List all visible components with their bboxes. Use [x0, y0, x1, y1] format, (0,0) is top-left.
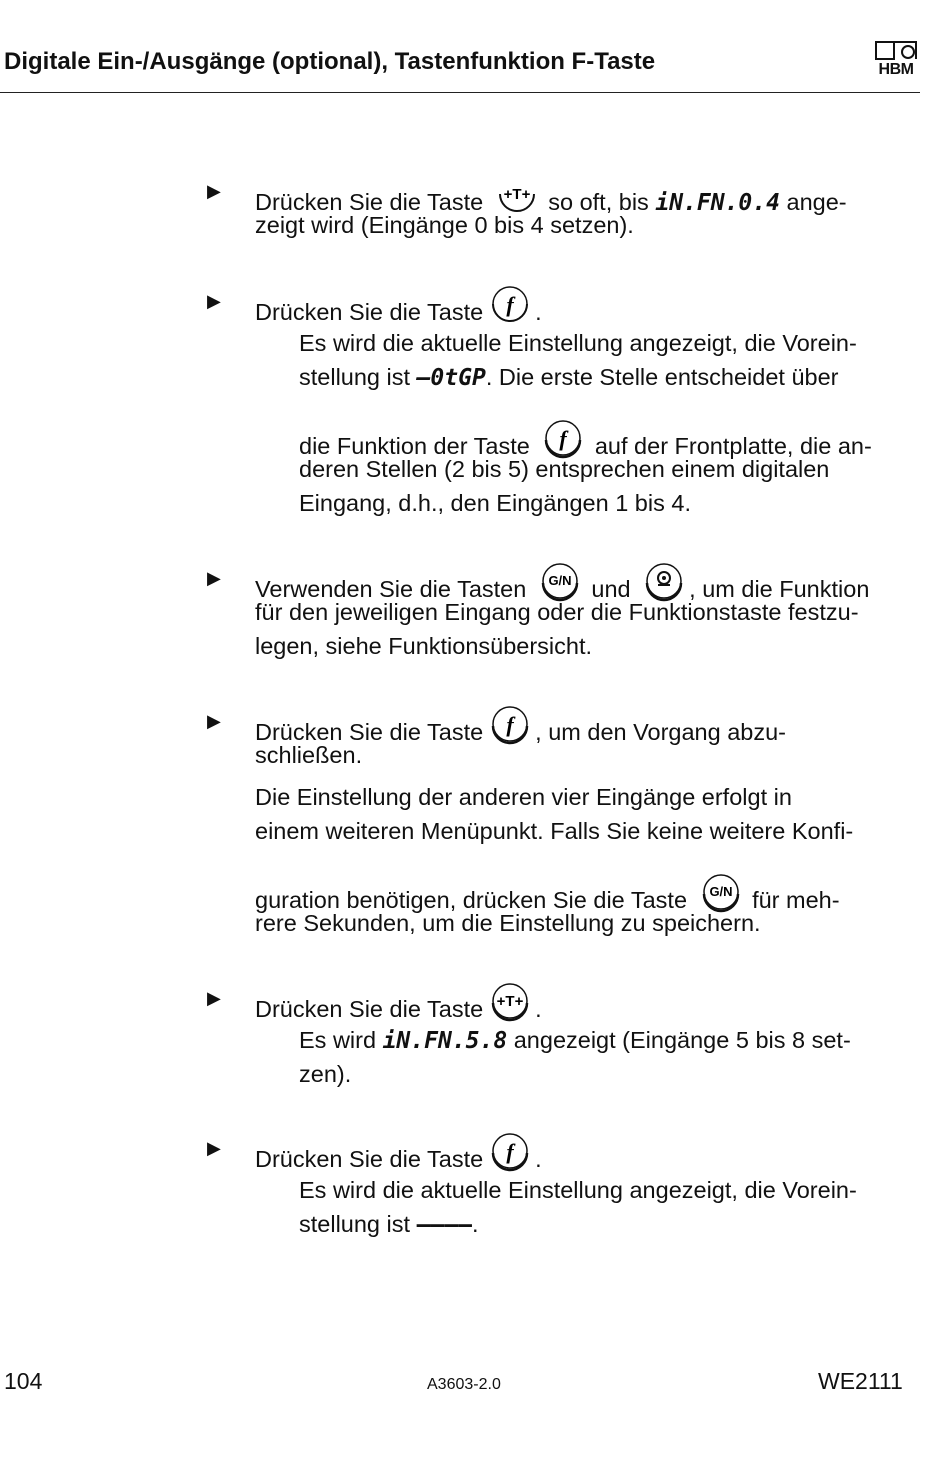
text: Verwenden Sie die Tasten — [255, 576, 527, 602]
svg-text:+T+: +T+ — [496, 993, 524, 1010]
bullet-arrow-icon: ▶ — [207, 711, 221, 731]
f-key-icon — [487, 1133, 533, 1173]
step-6-para-1: Es wird die aktuelle Einstellung angezeigt, die Vorein- — [299, 1177, 857, 1203]
text: Drücken Sie die Taste — [255, 189, 484, 215]
bullet-arrow-icon: ▶ — [207, 1138, 221, 1158]
step-4-line-2: schließen. — [255, 742, 363, 768]
logo-text: HBM — [878, 61, 914, 78]
text: . — [471, 1211, 479, 1237]
f-key-icon — [487, 706, 533, 746]
svg-text:G/N: G/N — [548, 573, 572, 588]
text: Drücken Sie die Taste — [255, 996, 484, 1022]
svg-text:f: f — [506, 712, 514, 737]
page-header — [0, 40, 920, 93]
logo-mark-icon — [872, 40, 920, 62]
document-number: A3603-2.0 — [427, 1376, 501, 1393]
text: stellung ist — [299, 364, 411, 390]
step-2-para-4: deren Stellen (2 bis 5) entsprechen einem digitalen — [299, 456, 830, 482]
bullet-arrow-icon: ▶ — [207, 988, 221, 1008]
text: für meh- — [752, 887, 840, 913]
text: die Funktion der Taste — [299, 433, 530, 459]
step-1-line-2: zeigt wird (Eingänge 0 bis 4 setzen). — [255, 212, 634, 238]
display-code: –0tGP — [416, 365, 486, 391]
hbm-logo — [872, 40, 920, 80]
step-3-line-3: legen, siehe Funktionsübersicht. — [255, 633, 593, 659]
display-code: –––– — [416, 1212, 472, 1238]
display-code: iN.FN.5.8 — [382, 1028, 508, 1054]
text: so oft, bis — [548, 189, 649, 215]
header-title: Digitale Ein-/Ausgänge (optional), Tastenfunktion F-Taste — [4, 48, 656, 75]
bullet-arrow-icon: ▶ — [207, 291, 221, 311]
text: Drücken Sie die Taste — [255, 719, 484, 745]
step-4-para-1: Die Einstellung der anderen vier Eingänge erfolgt in — [255, 784, 792, 810]
text: . — [535, 299, 542, 325]
svg-text:f: f — [559, 426, 567, 451]
text: . — [535, 996, 542, 1022]
step-4-para-2: einem weiteren Menüpunkt. Falls Sie keine weitere Konfi- — [255, 818, 854, 844]
svg-text:G/N: G/N — [708, 884, 733, 899]
text: stellung ist — [299, 1211, 411, 1237]
text: Es wird — [299, 1027, 377, 1053]
text: , um die Funktion — [689, 576, 870, 602]
bullet-arrow-icon: ▶ — [207, 568, 221, 588]
tare-key-icon — [487, 983, 533, 1023]
device-name: WE2111 — [818, 1368, 903, 1394]
step-2-line-1 — [255, 286, 542, 327]
bullet-arrow-icon: ▶ — [207, 181, 221, 201]
svg-text:+T+: +T+ — [503, 186, 531, 203]
text: Drücken Sie die Taste — [255, 299, 484, 325]
text: und — [591, 576, 631, 602]
text: . Die erste Stelle entscheidet über — [485, 364, 839, 390]
step-5-para-2: zen). — [299, 1061, 352, 1087]
text: , um den Vorgang abzu- — [535, 719, 787, 745]
step-2-para-2 — [299, 362, 839, 393]
step-5-para-1 — [299, 1025, 851, 1056]
step-3-line-2: für den jeweiligen Eingang oder die Funktionstaste festzu- — [255, 599, 859, 625]
text: guration benötigen, drücken Sie die Taste — [255, 887, 688, 913]
svg-text:f: f — [506, 1139, 514, 1164]
text: ange- — [786, 189, 847, 215]
step-6-para-2 — [299, 1209, 478, 1240]
step-6-line-1 — [255, 1133, 542, 1174]
step-2-para-1: Es wird die aktuelle Einstellung angezeigt, die Vorein- — [299, 330, 857, 356]
f-key-icon — [487, 286, 533, 326]
text: . — [535, 1146, 542, 1172]
step-2-para-5: Eingang, d.h., den Eingängen 1 bis 4. — [299, 490, 691, 516]
display-code: iN.FN.0.4 — [655, 190, 780, 216]
step-4-para-4: rere Sekunden, um die Einstellung zu speichern. — [255, 910, 761, 936]
text: angezeigt (Eingänge 5 bis 8 set- — [513, 1027, 851, 1053]
text: Drücken Sie die Taste — [255, 1146, 484, 1172]
page-number: 104 — [4, 1368, 43, 1394]
step-5-line-1 — [255, 983, 542, 1024]
svg-text:f: f — [506, 292, 514, 317]
text: auf der Frontplatte, die an- — [594, 433, 872, 459]
